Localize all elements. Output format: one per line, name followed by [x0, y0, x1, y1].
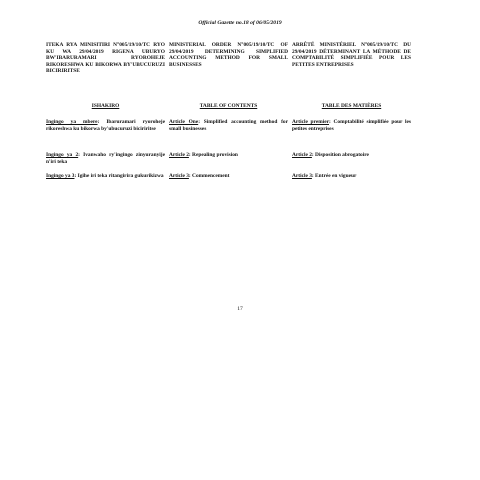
toc-entry-en-1: Article One: Simplified accounting method for small businesses	[169, 119, 288, 132]
gazette-header: Official Gazette no.18 of 06/05/2019	[198, 20, 282, 26]
title-english: MINISTERIAL ORDER N°005/19/10/TC OF 29/04/2019 DETERMINING SIMPLIFIED ACCOUNTING METHOD FOR SMALL BUSINESSES	[169, 42, 288, 68]
page-number: 17	[237, 306, 243, 312]
toc-entry-en-3: Article 3: Commencement	[169, 173, 230, 179]
toc-entry-en-2: Article 2: Repealing provision	[169, 152, 238, 158]
title-french: ARRÊTÉ MINISTÉRIEL N°005/19/10/TC DU 29/04/2019 DÉTERMINANT LA MÉTHODE DE COMPTABILITÉ SIMPLIFIÉE POUR LES PETITES ENTREPRISES	[292, 42, 411, 68]
toc-entry-fr-2: Article 2: Disposition abrogatoire	[292, 152, 369, 158]
toc-entry-fr-1: Article premier: Comptabilité simplifiée pour les petites entreprises	[292, 119, 411, 132]
toc-entry-kin-1: Ingingo ya mbere: Ibaruramari ryoroheje rikoreshwa ku bikorwa by'ubucuruzi biciriritse	[46, 119, 165, 132]
toc-entry-kin-2: Ingingo ya 2: Ivanwaho ry'ingingo zinyuranyije n'iri teka	[46, 152, 165, 165]
toc-heading-french: TABLE DES MATIÈRES	[321, 103, 382, 109]
toc-entry-kin-3: Ingingo ya 3: Igihe iri teka ritangirira gukurikizwa	[46, 173, 164, 179]
toc-heading-kinyarwanda: ISHAKIRO	[91, 103, 120, 109]
toc-entry-fr-3: Article 3: Entrée en vigueur	[292, 173, 357, 179]
title-kinyarwanda: ITEKA RYA MINISITIRI N°005/19/10/TC RYO KU WA 29/04/2019 RIGENA UBURYO BW'IBARURAMARI RYOROHEJE RIKORESHWA KU BIKORWA BY'UBUCURUZI BICIRIRITSE	[46, 42, 165, 75]
toc-heading-english: TABLE OF CONTENTS	[199, 103, 258, 109]
